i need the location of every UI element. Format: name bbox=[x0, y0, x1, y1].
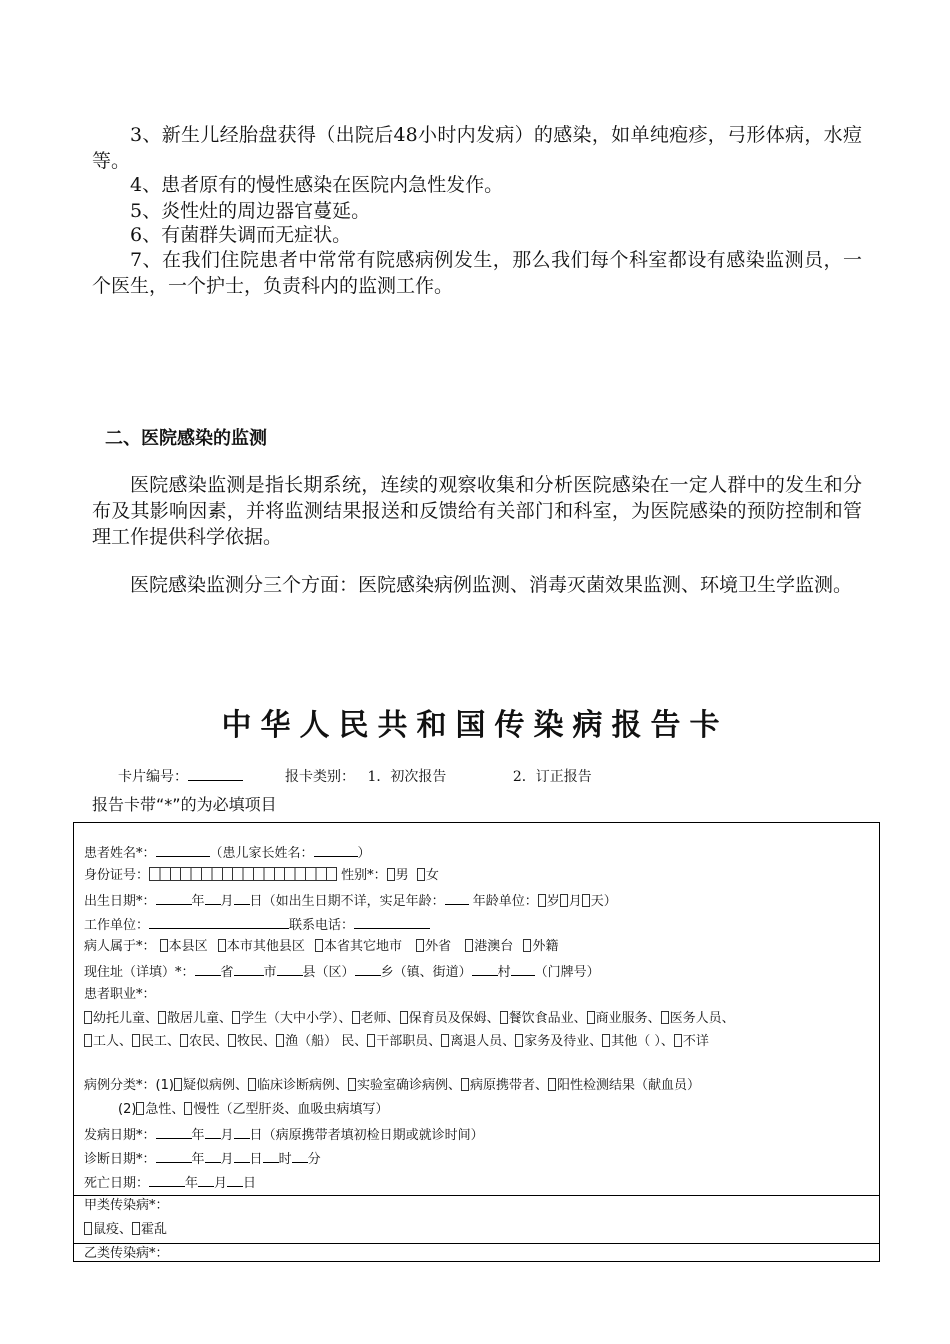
belongs-row bbox=[84, 938, 558, 956]
day-unit: 日 bbox=[243, 1176, 257, 1191]
occupation-checkbox[interactable] bbox=[232, 1011, 240, 1024]
paren-close: ） bbox=[357, 846, 371, 861]
age-year-label: 岁 bbox=[546, 894, 560, 909]
id-label: 身份证号： bbox=[84, 868, 150, 883]
case-class-option: 急性、 bbox=[145, 1102, 185, 1117]
patient-name-label: 患者姓名*： bbox=[84, 846, 156, 861]
occupation-checkbox[interactable] bbox=[132, 1034, 140, 1047]
occupation-option: 餐饮食品业、 bbox=[508, 1011, 587, 1026]
occupation-option: 牧民、 bbox=[237, 1034, 277, 1049]
paragraph-3: 3、新生儿经胎盘获得（出院后48小时内发病）的感染，如单纯疱疹，弓形体病，水痘等。 bbox=[92, 124, 862, 172]
card-number-label: 卡片编号： bbox=[118, 769, 188, 785]
id-boxes[interactable] bbox=[149, 867, 337, 881]
onset-label: 发病日期*： bbox=[84, 1128, 156, 1143]
paragraph-5: 5、炎性灶的周边器官蔓延。 bbox=[130, 200, 371, 222]
work-row bbox=[84, 915, 430, 935]
case-class-checkbox[interactable] bbox=[184, 1102, 192, 1115]
card-number-field[interactable] bbox=[188, 767, 243, 781]
occupation-checkbox[interactable] bbox=[367, 1034, 375, 1047]
male-checkbox[interactable] bbox=[387, 868, 395, 881]
case-class-1-marker: (1) bbox=[155, 1078, 174, 1093]
male-label: 男 bbox=[395, 868, 409, 883]
death-year-field[interactable] bbox=[149, 1173, 185, 1187]
birth-day-field[interactable] bbox=[234, 891, 250, 905]
section-paragraph-1: 医院感染监测是指长期系统，连续的观察收集和分析医院感染在一定人群中的发生和分布及其影响因素，并将监测结果报送和反馈给有关部门和科室，为医院感染的预防控制和管理工作提供科学依据。 bbox=[92, 474, 862, 548]
province-unit: 省 bbox=[220, 965, 234, 980]
section-paragraph-2: 医院感染监测分三个方面：医院感染病例监测、消毒灭菌效果监测、环境卫生学监测。 bbox=[130, 574, 853, 596]
age-field[interactable] bbox=[445, 891, 469, 905]
village-unit: 村 bbox=[497, 965, 511, 980]
onset-note: （病原携带者填初检日期或就诊时间） bbox=[262, 1128, 484, 1143]
occupation-option: 干部职员、 bbox=[376, 1034, 442, 1049]
occupation-option: 商业服务、 bbox=[595, 1011, 661, 1026]
death-month-field[interactable] bbox=[198, 1173, 214, 1187]
work-unit-field[interactable] bbox=[149, 915, 289, 929]
case-class-label: 病例分类*： bbox=[84, 1078, 156, 1093]
class-b-label: 乙类传染病*： bbox=[84, 1246, 169, 1261]
age-day-label: 天） bbox=[590, 894, 617, 909]
class-a-option: 鼠疫、 bbox=[93, 1222, 133, 1237]
class-a-checkbox[interactable] bbox=[84, 1222, 92, 1235]
birth-month-field[interactable] bbox=[205, 891, 221, 905]
city-field[interactable] bbox=[234, 962, 264, 976]
belongs-option: 本县区 bbox=[168, 939, 208, 954]
birth-year-field[interactable] bbox=[156, 891, 192, 905]
belongs-checkbox[interactable] bbox=[218, 939, 226, 952]
id-row bbox=[84, 867, 439, 885]
occupation-option: 保育员及保姆、 bbox=[408, 1011, 500, 1026]
belongs-option: 外籍 bbox=[532, 939, 559, 954]
occupation-option: 离退人员、 bbox=[450, 1034, 516, 1049]
occupation-option: 散居儿童、 bbox=[167, 1011, 233, 1026]
belongs-checkbox[interactable] bbox=[523, 939, 531, 952]
class-a-label: 甲类传染病*： bbox=[84, 1198, 169, 1213]
county-field[interactable] bbox=[277, 962, 303, 976]
work-unit-label: 工作单位： bbox=[84, 918, 150, 933]
occupation-option: 不详 bbox=[682, 1034, 709, 1049]
address-row bbox=[84, 962, 600, 982]
phone-label: 联系电话： bbox=[289, 918, 355, 933]
province-field[interactable] bbox=[195, 962, 221, 976]
diag-day-field[interactable] bbox=[234, 1149, 250, 1163]
diag-minute-field[interactable] bbox=[292, 1149, 308, 1163]
diag-month-field[interactable] bbox=[205, 1149, 221, 1163]
occupation-checkbox[interactable] bbox=[84, 1011, 92, 1024]
town-field[interactable] bbox=[355, 962, 381, 976]
report-type-correction[interactable]: 2．订正报告 bbox=[512, 769, 592, 785]
day-unit: 日 bbox=[249, 894, 263, 909]
month-unit: 月 bbox=[220, 1128, 234, 1143]
occupation-row-1 bbox=[84, 1010, 735, 1028]
card-number-row bbox=[118, 766, 243, 786]
occupation-option: 其他（ ）、 bbox=[611, 1034, 674, 1049]
case-class-option: 病原携带者、 bbox=[469, 1078, 548, 1093]
belongs-checkbox[interactable] bbox=[416, 939, 424, 952]
patient-name-field[interactable] bbox=[156, 843, 210, 857]
diag-hour-field[interactable] bbox=[263, 1149, 279, 1163]
belongs-checkbox[interactable] bbox=[160, 939, 168, 952]
occupation-checkbox[interactable] bbox=[276, 1034, 284, 1047]
belongs-checkbox[interactable] bbox=[465, 939, 473, 952]
belongs-option: 本市其他县区 bbox=[226, 939, 305, 954]
case-class-checkbox[interactable] bbox=[174, 1078, 182, 1091]
guardian-name-label: （患儿家长姓名： bbox=[209, 846, 314, 861]
occupation-checkbox[interactable] bbox=[228, 1034, 236, 1047]
paragraph-4: 4、患者原有的慢性感染在医院内急性发作。 bbox=[130, 174, 504, 196]
belongs-option: 港澳台 bbox=[474, 939, 514, 954]
case-class-checkbox[interactable] bbox=[548, 1078, 556, 1091]
death-label: 死亡日期： bbox=[84, 1176, 150, 1191]
section-heading: 二、医院感染的监测 bbox=[105, 428, 267, 449]
paragraph-7: 7、在我们住院患者中常常有院感病例发生，那么我们每个科室都设有感染监测员，一个医生，一个护士，负责科内的监测工作。 bbox=[92, 249, 862, 297]
class-a-checkbox[interactable] bbox=[132, 1222, 140, 1235]
year-unit: 年 bbox=[191, 894, 205, 909]
occupation-option: 农民、 bbox=[189, 1034, 229, 1049]
birth-row bbox=[84, 891, 617, 911]
case-class-option: 临床诊断病例、 bbox=[256, 1078, 348, 1093]
minute-unit: 分 bbox=[307, 1152, 321, 1167]
month-unit: 月 bbox=[220, 894, 234, 909]
house-no-unit: （门牌号） bbox=[534, 965, 600, 980]
case-class-2-marker: (2) bbox=[118, 1102, 137, 1117]
occupation-checkbox[interactable] bbox=[441, 1034, 449, 1047]
sex-label: 性别*： bbox=[341, 868, 387, 883]
case-class-row-1 bbox=[84, 1077, 700, 1095]
occupation-option: 幼托儿童、 bbox=[93, 1011, 159, 1026]
death-row bbox=[84, 1173, 256, 1193]
hour-unit: 时 bbox=[278, 1152, 292, 1167]
case-class-checkbox[interactable] bbox=[461, 1078, 469, 1091]
onset-day-field[interactable] bbox=[234, 1125, 250, 1139]
occupation-option: 家务及待业、 bbox=[524, 1034, 603, 1049]
address-label: 现住址（详填）*： bbox=[84, 965, 195, 980]
town-unit: 乡（镇、街道） bbox=[380, 965, 472, 980]
day-unit: 日 bbox=[249, 1152, 263, 1167]
occupation-checkbox[interactable] bbox=[180, 1034, 188, 1047]
month-unit: 月 bbox=[220, 1152, 234, 1167]
guardian-name-field[interactable] bbox=[314, 843, 358, 857]
age-day-checkbox[interactable] bbox=[582, 894, 590, 907]
case-class-option: 实验室确诊病例、 bbox=[356, 1078, 461, 1093]
age-unit-label: 年龄单位： bbox=[472, 894, 538, 909]
report-type-label: 报卡类别： bbox=[285, 769, 355, 785]
month-unit: 月 bbox=[214, 1176, 228, 1191]
class-a-row bbox=[84, 1221, 167, 1239]
case-class-option: 阳性检测结果（献血员） bbox=[557, 1078, 701, 1093]
occupation-option: 学生（大中小学）、 bbox=[241, 1011, 352, 1026]
occupation-option: 医务人员、 bbox=[669, 1011, 735, 1026]
case-class-checkbox[interactable] bbox=[348, 1078, 356, 1091]
occupation-checkbox[interactable] bbox=[158, 1011, 166, 1024]
case-class-option: 慢性（乙型肝炎、血吸虫病填写） bbox=[193, 1102, 389, 1117]
occupation-option: 老师、 bbox=[360, 1011, 400, 1026]
occupation-option: 工人、 bbox=[93, 1034, 133, 1049]
occupation-checkbox[interactable] bbox=[352, 1011, 360, 1024]
divider bbox=[74, 1195, 879, 1196]
onset-row bbox=[84, 1125, 484, 1145]
age-label: （如出生日期不详，实足年龄： bbox=[262, 894, 445, 909]
occupation-checkbox[interactable] bbox=[661, 1011, 669, 1024]
diag-row bbox=[84, 1149, 321, 1169]
case-class-row-2 bbox=[118, 1101, 388, 1119]
report-form bbox=[73, 822, 880, 1262]
city-unit: 市 bbox=[263, 965, 277, 980]
occupation-label: 患者职业*： bbox=[84, 987, 156, 1002]
paragraph-6: 6、有菌群失调而无症状。 bbox=[130, 224, 352, 246]
occupation-checkbox[interactable] bbox=[400, 1011, 408, 1024]
age-month-checkbox[interactable] bbox=[560, 894, 568, 907]
case-class-checkbox[interactable] bbox=[248, 1078, 256, 1091]
occupation-checkbox[interactable] bbox=[84, 1034, 92, 1047]
belongs-label: 病人属于*： bbox=[84, 939, 156, 954]
occupation-option: 民工、 bbox=[141, 1034, 181, 1049]
required-note: 报告卡带“*”的为必填项目 bbox=[92, 795, 277, 814]
death-day-field[interactable] bbox=[227, 1173, 243, 1187]
occupation-row-2 bbox=[84, 1033, 709, 1051]
county-unit: 县（区） bbox=[302, 965, 355, 980]
birth-label: 出生日期*： bbox=[84, 894, 156, 909]
belongs-option: 外省 bbox=[425, 939, 452, 954]
occupation-checkbox[interactable] bbox=[674, 1034, 682, 1047]
case-class-option: 疑似病例、 bbox=[182, 1078, 248, 1093]
age-month-label: 月 bbox=[568, 894, 582, 909]
year-unit: 年 bbox=[191, 1128, 205, 1143]
year-unit: 年 bbox=[191, 1152, 205, 1167]
occupation-option: 渔（船） 民、 bbox=[285, 1034, 368, 1049]
onset-year-field[interactable] bbox=[156, 1125, 192, 1139]
age-year-checkbox[interactable] bbox=[538, 894, 546, 907]
day-unit: 日 bbox=[249, 1128, 263, 1143]
report-type-row bbox=[285, 766, 592, 786]
female-checkbox[interactable] bbox=[417, 868, 425, 881]
report-type-initial[interactable]: 1．初次报告 bbox=[367, 769, 447, 785]
occupation-checkbox[interactable] bbox=[587, 1011, 595, 1024]
patient-name-row bbox=[84, 843, 371, 863]
card-title: 中华人民共和国传染病报告卡 bbox=[221, 708, 729, 743]
divider bbox=[74, 1243, 879, 1244]
diag-year-field[interactable] bbox=[156, 1149, 192, 1163]
case-class-checkbox[interactable] bbox=[136, 1102, 144, 1115]
occupation-checkbox[interactable] bbox=[515, 1034, 523, 1047]
diag-label: 诊断日期*： bbox=[84, 1152, 156, 1167]
village-field[interactable] bbox=[472, 962, 498, 976]
belongs-option: 本省其它地市 bbox=[323, 939, 402, 954]
occupation-checkbox[interactable] bbox=[500, 1011, 508, 1024]
house-no-field[interactable] bbox=[511, 962, 535, 976]
year-unit: 年 bbox=[185, 1176, 199, 1191]
phone-field[interactable] bbox=[354, 915, 430, 929]
female-label: 女 bbox=[425, 868, 439, 883]
occupation-checkbox[interactable] bbox=[602, 1034, 610, 1047]
belongs-checkbox[interactable] bbox=[315, 939, 323, 952]
class-a-option: 霍乱 bbox=[141, 1222, 168, 1237]
onset-month-field[interactable] bbox=[205, 1125, 221, 1139]
